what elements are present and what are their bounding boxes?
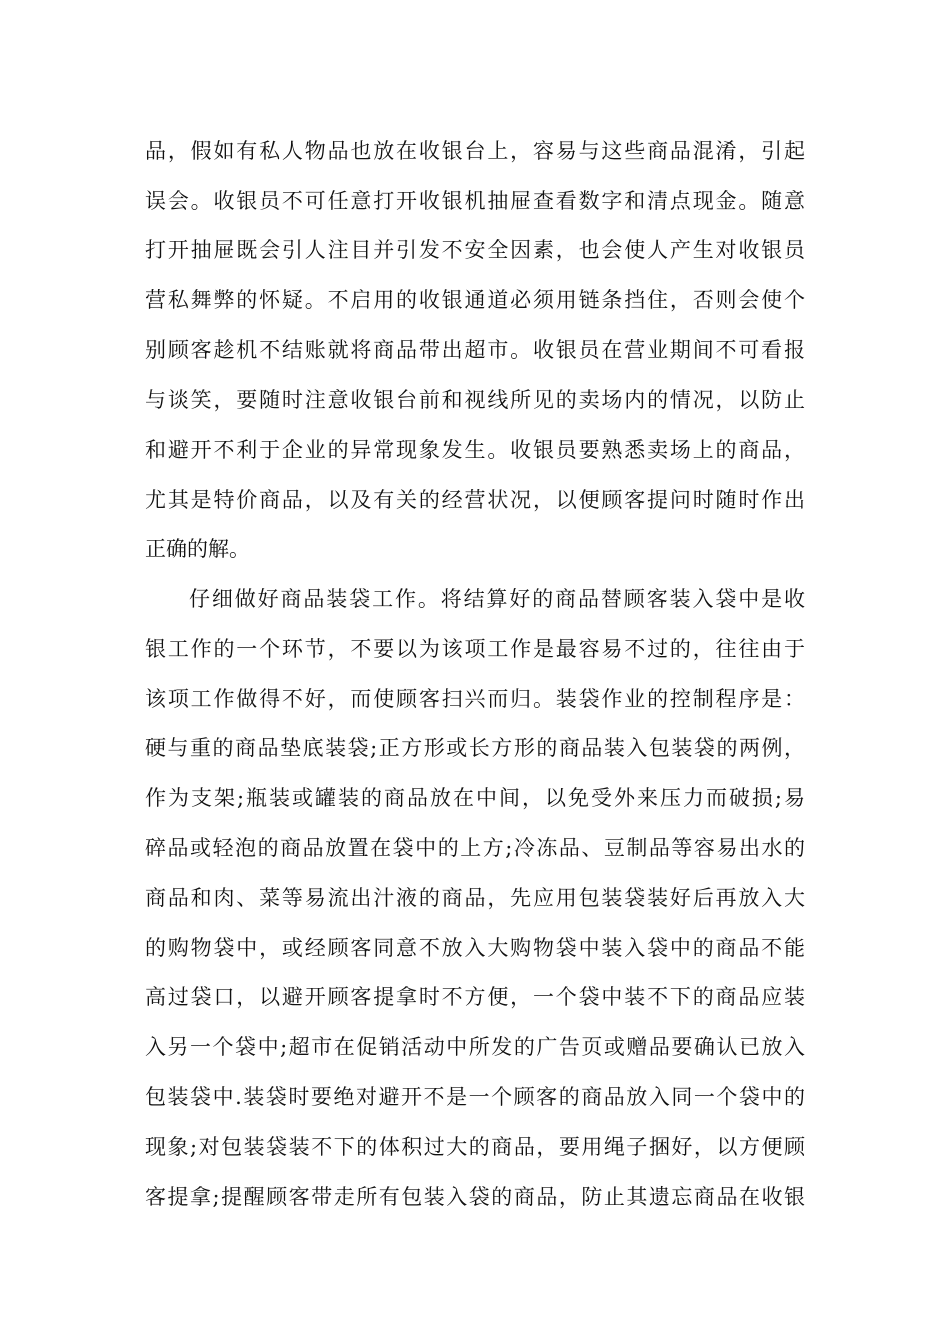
- paragraph-line: 的购物袋中，或经顾客同意不放入大购物袋中装入袋中的商品不能: [145, 936, 805, 960]
- paragraph-line: 作为支架;瓶装或罐装的商品放在中间，以免受外来压力而破损;易: [145, 786, 805, 810]
- paragraph-line: 商品和肉、菜等易流出汁液的商品，先应用包装袋装好后再放入大: [145, 886, 805, 910]
- paragraph-line: 该项工作做得不好，而使顾客扫兴而归。装袋作业的控制程序是：: [145, 687, 805, 711]
- paragraph-line: 硬与重的商品垫底装袋;正方形或长方形的商品装入包装袋的两例，: [145, 736, 805, 760]
- paragraph-line: 误会。收银员不可任意打开收银机抽屉查看数字和清点现金。随意: [145, 189, 805, 213]
- paragraph-line: 品，假如有私人物品也放在收银台上，容易与这些商品混淆，引起: [145, 139, 805, 163]
- paragraph-line: 与谈笑，要随时注意收银台前和视线所见的卖场内的情况，以防止: [145, 388, 805, 412]
- paragraph-line: 客提拿;提醒顾客带走所有包装入袋的商品，防止其遗忘商品在收银: [145, 1185, 805, 1209]
- paragraph-line: 和避开不利于企业的异常现象发生。收银员要熟悉卖场上的商品，: [145, 438, 805, 462]
- paragraph-line: 营私舞弊的怀疑。不启用的收银通道必须用链条挡住，否则会使个: [145, 288, 805, 312]
- paragraph-line: 正确的解。: [145, 537, 250, 561]
- paragraph-line: 现象;对包装袋装不下的体积过大的商品，要用绳子捆好，以方便顾: [145, 1135, 805, 1159]
- paragraph-line: 仔细做好商品装袋工作。将结算好的商品替顾客装入袋中是收: [189, 587, 805, 611]
- paragraph-line: 入另一个袋中;超市在促销活动中所发的广告页或赠品要确认已放入: [145, 1035, 805, 1059]
- paragraph-line: 高过袋口，以避开顾客提拿时不方便，一个袋中装不下的商品应装: [145, 985, 805, 1009]
- paragraph-line: 银工作的一个环节，不要以为该项工作是最容易不过的，往往由于: [145, 637, 805, 661]
- paragraph-line: 碎品或轻泡的商品放置在袋中的上方;冷冻品、豆制品等容易出水的: [145, 836, 805, 860]
- paragraph-line: 打开抽屉既会引人注目并引发不安全因素，也会使人产生对收银员: [145, 238, 805, 262]
- paragraph-line: 包装袋中.装袋时要绝对避开不是一个顾客的商品放入同一个袋中的: [145, 1085, 805, 1109]
- paragraph-line: 尤其是特价商品，以及有关的经营状况，以便顾客提问时随时作出: [145, 488, 805, 512]
- paragraph-line: 别顾客趁机不结账就将商品带出超市。收银员在营业期间不可看报: [145, 338, 805, 362]
